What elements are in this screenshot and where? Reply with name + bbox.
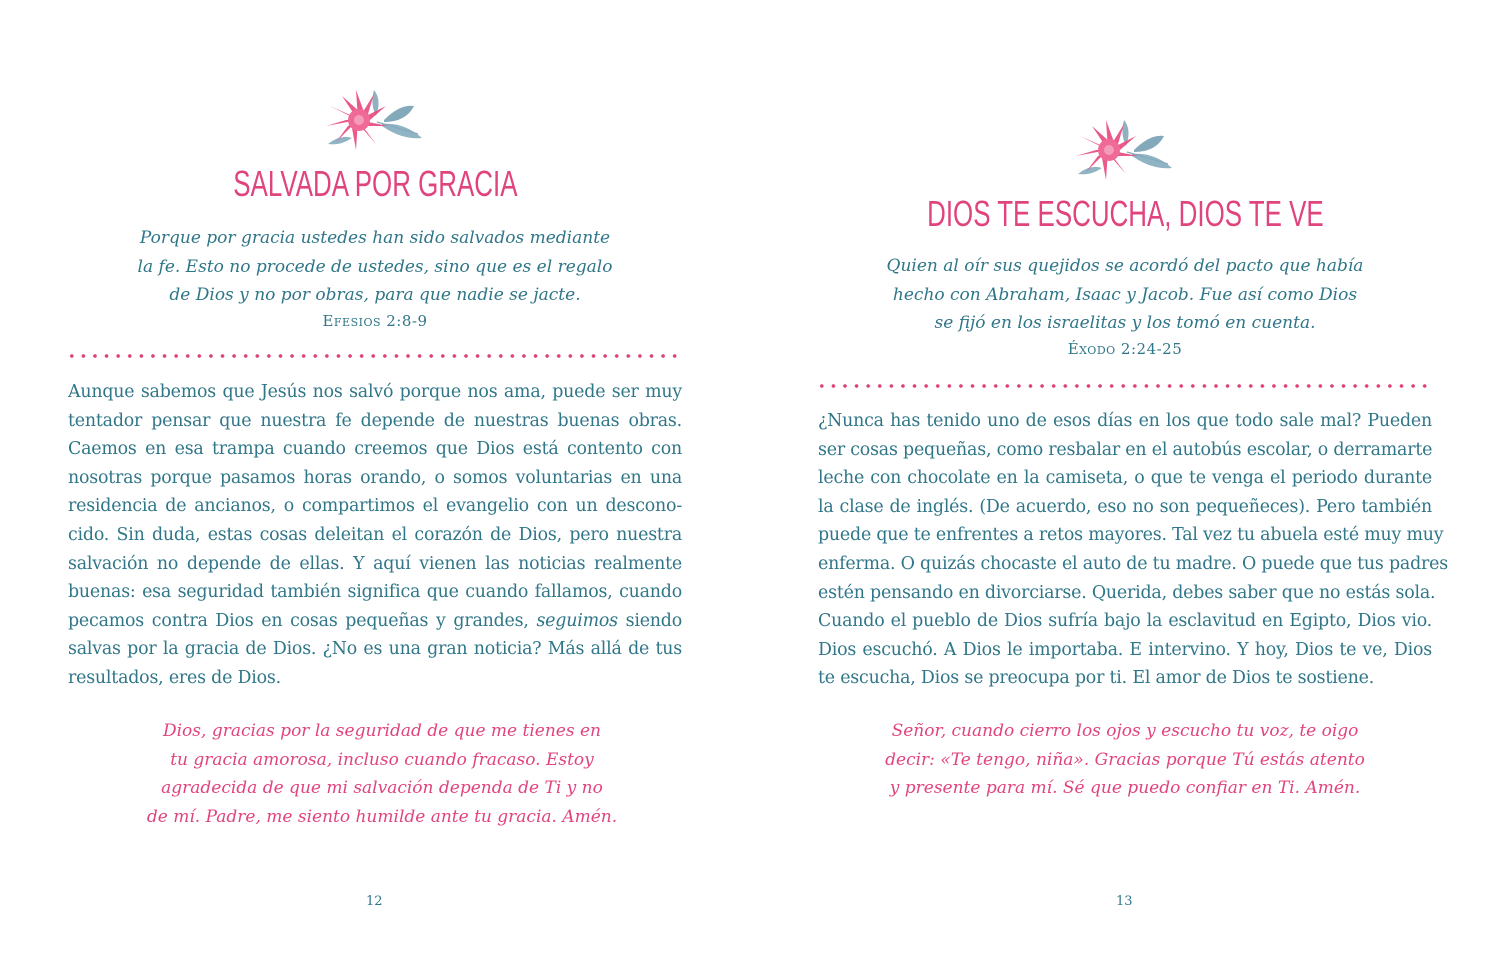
- dotted-divider: [66, 354, 684, 358]
- scripture-reference: Efesios 2:8-9: [322, 312, 428, 330]
- body-line: resultados, eres de Dios.: [68, 667, 281, 688]
- scripture-reference: Éxodo 2:24-25: [1067, 340, 1183, 358]
- body-line-text: siendo: [617, 610, 682, 631]
- dotted-divider: [816, 384, 1434, 388]
- body-line-text: pecamos contra Dios en cosas pequeñas y grandes,: [68, 610, 537, 631]
- body-line: tentador pensar que nuestra fe depende de nuestras buenas obras.: [68, 410, 682, 431]
- verse-line: de Dios y no por obras, para que nadie se jacte.: [169, 285, 581, 305]
- devotional-body: [68, 378, 682, 693]
- prayer-line: Dios, gracias por la seguridad de que me tienes en: [162, 721, 601, 741]
- body-line: buenas: esa seguridad también significa que cuando fallamos, cuando: [68, 582, 682, 603]
- body-line: la clase de inglés. (De acuerdo, eso no son pequeñeces). Pero también: [818, 496, 1432, 517]
- prayer-line: de mí. Padre, me siento humilde ante tu gracia. Amén.: [146, 806, 618, 827]
- body-line: Aunque sabemos que Jesús nos salvó porque nos ama, puede ser muy: [68, 382, 682, 402]
- title-text: DIOS TE ESCUCHA, DIOS TE VE: [926, 193, 1324, 234]
- body-line: ¿Nunca has tenido uno de esos días en los que todo sale mal? Pueden: [818, 411, 1432, 431]
- verse-line: la fe. Esto no procede de ustedes, sino que es el regalo: [137, 256, 613, 277]
- prayer-line: Señor, cuando cierro los ojos y escucho tu voz, te oigo: [891, 721, 1359, 741]
- pink-flower-icon: [1072, 112, 1182, 182]
- devotional-title: [750, 193, 1500, 235]
- body-line: ser cosas pequeñas, como resbalar en el autobús escolar, o derramarte: [818, 439, 1433, 460]
- verse-line: hecho con Abraham, Isaac y Jacob. Fue así como Dios: [892, 284, 1358, 305]
- body-line: [68, 607, 682, 636]
- body-line: leche con chocolate en la camiseta, o que te venga el periodo durante: [818, 468, 1432, 489]
- body-line: Caemos en esa trampa cuando creemos que Dios está contento con: [68, 439, 682, 460]
- scripture-verse: [860, 252, 1390, 338]
- body-line: residencia de ancianos, o compartimos el evangelio con un descono-: [68, 496, 682, 517]
- right-page: [750, 0, 1500, 955]
- prayer: [110, 717, 654, 831]
- title-text: SALVADA POR GRACIA: [232, 163, 518, 204]
- prayer-line: tu gracia amorosa, incluso cuando fracaso. Estoy: [170, 749, 594, 770]
- body-line: Dios escuchó. A Dios le importaba. E intervino. Y hoy, Dios te ve, Dios: [818, 639, 1432, 660]
- body-line: puede que te enfrentes a retos mayores. Tal vez tu abuela esté muy muy: [818, 525, 1444, 546]
- scripture-verse: [110, 224, 640, 310]
- prayer-line: agradecida de que mi salvación dependa de Ti y no: [161, 778, 603, 798]
- body-line: cido. Sin duda, estas cosas deleitan el corazón de Dios, pero nuestra: [68, 524, 682, 545]
- body-line: Cuando el pueblo de Dios sufría bajo la esclavitud en Egipto, Dios vio.: [818, 611, 1432, 632]
- prayer: [860, 717, 1390, 803]
- prayer-line: y presente para mí. Sé que puedo confiar en Ti. Amén.: [889, 778, 1361, 798]
- prayer-line: decir: «Te tengo, niña». Gracias porque Tú estás atento: [885, 749, 1365, 770]
- verse-line: se fijó en los israelitas y los tomó en cuenta.: [934, 313, 1316, 333]
- verse-line: Porque por gracia ustedes han sido salvados mediante: [139, 228, 611, 248]
- body-line: estén pensando en divorciarse. Querida, debes saber que no estás sola.: [818, 582, 1436, 603]
- body-line: nosotras porque pasamos horas orando, o somos voluntarias en una: [68, 467, 682, 488]
- body-line: te escucha, Dios se preocupa por ti. El amor de Dios te sostiene.: [818, 668, 1375, 689]
- body-line: salvas por la gracia de Dios. ¿No es una gran noticia? Más allá de tus: [68, 639, 682, 660]
- body-line: salvación no depende de ellas. Y aquí vienen las noticias realmente: [68, 553, 682, 574]
- emphasis-text: seguimos: [536, 610, 618, 631]
- body-line: enferma. O quizás chocaste el auto de tu madre. O puede que tus padres: [818, 553, 1448, 574]
- verse-line: Quien al oír sus quejidos se acordó del pacto que había: [886, 256, 1364, 276]
- devotional-body: [818, 407, 1448, 693]
- devotional-title: [0, 163, 750, 205]
- pink-flower-icon: [322, 82, 432, 152]
- page-number: 12: [366, 894, 383, 909]
- page-number: 13: [1116, 894, 1133, 909]
